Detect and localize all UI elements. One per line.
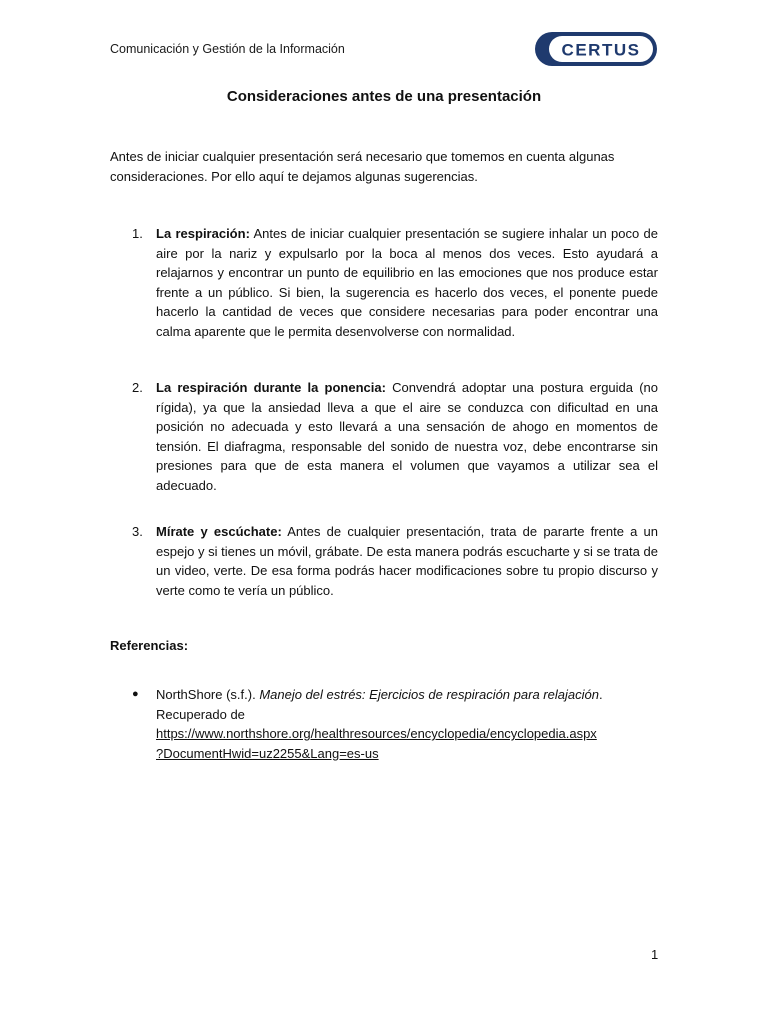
intro-paragraph: Antes de iniciar cualquier presentación será necesario que tomemos en cuenta algunas consideraciones. Por ello aquí te dejamos algunas sugerencias. <box>110 149 615 184</box>
list-item-body <box>156 522 658 600</box>
certus-logo-graphic <box>535 32 657 66</box>
reference-title: Manejo del estrés: Ejercicios de respiración para relajación <box>259 687 599 702</box>
list-item-text: Convendrá adoptar una postura erguida (no rígida), ya que la ansiedad lleva a que el aire se conduzca con dificultad en una posición no adecuada y esto llevará a una sensación de ahogo en momentos de tensión. El diafragma, responsable del sonido de nuestra voz, debe encontrarse sin presiones para que de esta manera el volumen que vayamos a utilizar sea el adecuado. <box>156 380 658 493</box>
list-item-heading: Mírate y escúchate: <box>156 524 282 539</box>
reference-body <box>156 685 662 763</box>
logo-text: CERTUS <box>561 40 641 60</box>
list-item-text: Antes de cualquier presentación, trata de pararte frente a un espejo y si tienes un móvil, grábate. De esta manera podrás escucharte y si se trata de un video, verte. De esa forma podrás hacer modificaciones sobre tu propio discurso y verte como te vería un público. <box>156 524 658 598</box>
reference-item <box>110 685 662 763</box>
list-item-text: Antes de iniciar cualquier presentación se sugiere inhalar un poco de aire por la nariz y expulsarlo por la boca al menos dos veces. Esto ayudará a relajarnos y encontrar un punto de equilibrio en las emociones que nos produce estar frente a un público. Si bien, la sugerencia es hacerlo dos veces, el ponente puede hacerlo la cantidad de veces que considere necesarias para poder encontrar una calma aparente que le permita desenvolverse con normalidad. <box>156 226 658 339</box>
list-item-body <box>156 224 658 341</box>
list-item-body <box>156 378 658 495</box>
reference-author: NorthShore (s.f.). <box>156 687 260 702</box>
reference-url-line2: ?DocumentHwid=uz2255&Lang=es-us <box>156 745 379 761</box>
references-heading: Referencias: <box>110 638 189 653</box>
list-number: 3. <box>132 524 143 539</box>
list-number: 2. <box>132 380 143 395</box>
list-item-heading: La respiración durante la ponencia: <box>156 380 386 395</box>
reference-title-end: . <box>598 687 603 702</box>
certus-logo <box>535 32 657 66</box>
list-item-look-and-listen <box>110 522 658 600</box>
list-item-breathing <box>110 224 658 341</box>
list-number: 1. <box>132 226 143 241</box>
bullet-icon: ● <box>132 688 139 700</box>
page-number: 1 <box>651 947 659 962</box>
header-title: Comunicación y Gestión de la Información <box>110 42 345 56</box>
list-item-heading: La respiración: <box>156 226 250 241</box>
reference-link[interactable] <box>156 726 597 761</box>
reference-url-line1: https://www.northshore.org/healthresources/encyclopedia/encyclopedia.aspx <box>156 726 597 741</box>
document-title: Consideraciones antes de una presentación <box>226 88 542 105</box>
list-item-breathing-during-talk <box>110 378 658 495</box>
reference-retrieved: Recuperado de <box>156 706 245 722</box>
